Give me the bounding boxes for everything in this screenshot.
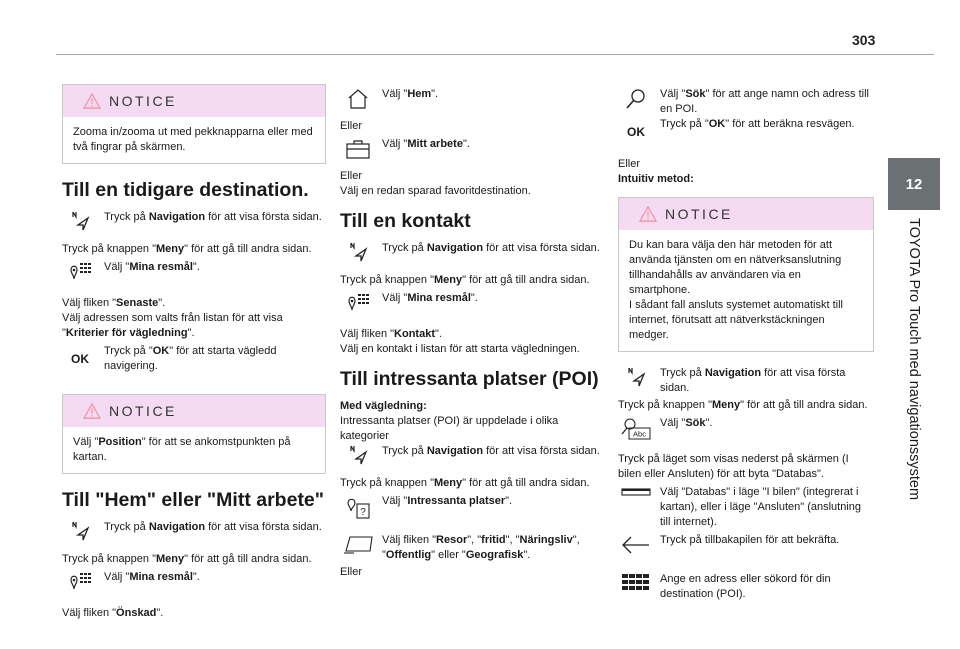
paragraph: Tryck på läget som visas nederst på skärmen (I bilen eller Ansluten) för att byta "Databas".	[618, 453, 849, 480]
paragraph	[618, 398, 874, 413]
paragraph	[340, 273, 606, 288]
svg-text:Abc: Abc	[633, 429, 646, 439]
text-bold: Sök	[685, 88, 706, 100]
text-bold: Resor	[436, 534, 468, 546]
text: Tryck på	[382, 445, 427, 457]
text: ".	[192, 261, 200, 273]
text-bold: Navigation	[148, 211, 206, 223]
text-bold: Med vägledning:	[340, 400, 427, 412]
page-number: 303	[852, 32, 876, 48]
text: Välj fliken "	[382, 534, 437, 546]
navigation-icon	[347, 241, 369, 263]
home-icon	[346, 87, 370, 111]
text: Tryck på knappen "	[618, 399, 712, 411]
text: ", "	[467, 534, 482, 546]
text: Välj fliken "	[62, 297, 117, 309]
ok-label: OK	[71, 352, 89, 366]
paragraph	[62, 296, 326, 311]
text: Du kan bara välja den här metoden för att använda tjänsten om en nätverksanslutning tillhandahålls av användaren via en smartphone.	[629, 239, 842, 296]
text-bold: Intressanta platser	[407, 495, 506, 507]
text: Tryck på	[104, 521, 149, 533]
abc-search-icon	[620, 416, 652, 442]
text: ".	[156, 607, 164, 619]
text: för att visa första sidan.	[205, 521, 322, 533]
text-bold: Offentlig	[385, 549, 432, 561]
notice-header	[63, 85, 325, 117]
text: Välj adressen som valts från listan för att visa "	[62, 312, 283, 339]
paragraph: Eller	[340, 120, 363, 132]
text-bold: Mina resmål	[129, 571, 193, 583]
text: Välj "	[660, 417, 686, 429]
notice-box-1	[62, 84, 326, 164]
back-arrow-icon	[621, 533, 651, 557]
column-3	[618, 84, 874, 604]
text-bold: Intuitiv metod:	[618, 173, 694, 185]
text-bold: Senaste	[116, 297, 159, 309]
text-bold: Hem	[407, 88, 432, 100]
text: " för att beräkna resvägen.	[725, 118, 855, 130]
step-row	[340, 444, 606, 474]
text: Tryck på "	[660, 118, 709, 130]
grid-menu-icon	[68, 570, 92, 594]
ok-label: OK	[627, 125, 645, 139]
help-icon	[345, 494, 371, 520]
text: för att visa första sidan.	[660, 367, 846, 394]
warning-icon	[639, 206, 657, 222]
paragraph: Eller	[340, 566, 363, 578]
notice-text: Zooma in/zooma ut med pekknapparna eller med två fingrar på skärmen.	[73, 126, 313, 153]
text-bold: Önskad	[116, 607, 157, 619]
text-bold: Näringsliv	[519, 534, 573, 546]
text: ", "	[505, 534, 520, 546]
heading-poi: Till intressanta platser (POI)	[340, 368, 599, 390]
text-bold: Geografisk	[465, 549, 524, 561]
text: Välj "	[104, 261, 130, 273]
text-bold: Sök	[685, 417, 706, 429]
notice-header	[619, 198, 873, 230]
text-bold: Meny	[156, 243, 185, 255]
paragraph: Eller	[618, 158, 641, 170]
text-bold: OK	[152, 345, 170, 357]
text: ".	[187, 327, 195, 339]
text-bold: Meny	[434, 477, 463, 489]
grid-menu-icon	[346, 291, 370, 315]
step-row	[618, 485, 874, 530]
paragraph	[62, 552, 326, 567]
text: " för att gå till andra sidan.	[184, 553, 312, 565]
text-bold: Mina resmål	[407, 292, 471, 304]
text: " för att gå till andra sidan.	[462, 274, 590, 286]
text-bold: Mina resmål	[129, 261, 193, 273]
warning-icon	[83, 93, 101, 109]
text: ".	[158, 297, 166, 309]
paragraph	[62, 242, 326, 257]
paragraph	[340, 399, 606, 414]
text: Tryck på	[660, 367, 705, 379]
text: Tryck på	[382, 242, 427, 254]
text: Välj fliken "	[62, 607, 117, 619]
text: Välj "	[382, 138, 408, 150]
notice-title: NOTICE	[109, 92, 177, 109]
chapter-tab[interactable]: 12	[888, 158, 940, 210]
text: " för att gå till andra sidan.	[462, 477, 590, 489]
notice-title: NOTICE	[109, 402, 177, 419]
paragraph: Intressanta platser (POI) är uppdelade i olika kategorier	[340, 415, 559, 442]
step-row	[618, 87, 874, 117]
text: ".	[431, 88, 439, 100]
notice-box-2	[62, 394, 326, 474]
navigation-icon	[69, 210, 91, 232]
step-row	[62, 520, 326, 550]
text-bold: Mitt arbete	[407, 138, 463, 150]
text: I sådant fall ansluts systemet automatiskt till internet, förutsatt att nätverkstäckningen medger.	[629, 299, 843, 341]
step-row	[340, 533, 606, 563]
database-toggle-icon	[621, 485, 651, 501]
grid-menu-icon	[68, 260, 92, 284]
header-rule	[56, 54, 934, 55]
paragraph	[62, 606, 326, 621]
text-bold: Meny	[434, 274, 463, 286]
text: ", "	[382, 534, 580, 561]
paragraph	[340, 327, 606, 342]
text: ".	[435, 328, 442, 340]
text: Tryck på knappen "	[62, 553, 156, 565]
column-2	[340, 84, 606, 580]
warning-icon	[83, 403, 101, 419]
column-1	[62, 84, 326, 621]
text: Tryck på "	[104, 345, 153, 357]
text: Tryck på tillbakapilen för att bekräfta.	[660, 534, 840, 546]
step-row	[340, 241, 606, 271]
side-title	[864, 218, 960, 518]
step-row	[62, 344, 326, 382]
text: " för att gå till andra sidan.	[740, 399, 868, 411]
text: " för att se ankomstpunkten på kartan.	[73, 436, 291, 463]
text: Välj "	[73, 436, 99, 448]
text: Tryck på knappen "	[62, 243, 156, 255]
step-row	[618, 117, 874, 155]
text-bold: Navigation	[704, 367, 762, 379]
paragraph	[618, 172, 874, 187]
step-row	[340, 494, 606, 524]
text: ".	[462, 138, 470, 150]
step-row	[340, 137, 606, 167]
keyboard-icon	[621, 572, 651, 594]
notice-text	[619, 230, 873, 351]
text-bold: Meny	[712, 399, 741, 411]
text: Tryck på knappen "	[340, 477, 434, 489]
step-row	[62, 210, 326, 240]
text: Välj "	[104, 571, 130, 583]
notice-title: NOTICE	[665, 205, 733, 222]
text: Välj "	[660, 88, 686, 100]
navigation-icon	[347, 444, 369, 466]
text: Välj fliken "	[340, 328, 395, 340]
text: Välj "Databas" i läge "I bilen" (integrerat i kartan), eller i läge "Ansluten" (anslutning till internet).	[660, 486, 862, 528]
heading-previous-destination: Till en tidigare destination.	[62, 179, 309, 201]
text: Välj "	[382, 88, 408, 100]
step-row	[62, 260, 326, 290]
step-row	[62, 570, 326, 600]
paragraph: Eller	[340, 170, 363, 182]
search-icon	[624, 87, 648, 111]
step-row	[340, 291, 606, 321]
text-bold: Navigation	[426, 445, 484, 457]
heading-contact: Till en kontakt	[340, 210, 471, 232]
text: Tryck på knappen "	[340, 274, 434, 286]
text-bold: fritid	[481, 534, 506, 546]
paragraph: Välj en redan sparad favoritdestination.	[340, 185, 531, 197]
text-bold: Navigation	[426, 242, 484, 254]
text: ".	[705, 417, 713, 429]
text: Tryck på	[104, 211, 149, 223]
text-bold: Meny	[156, 553, 185, 565]
step-row	[618, 416, 874, 446]
navigation-icon	[69, 520, 91, 542]
text: " eller "	[431, 549, 466, 561]
text: ".	[192, 571, 200, 583]
text-bold: Position	[98, 436, 142, 448]
step-row	[618, 533, 874, 563]
text: för att visa första sidan.	[205, 211, 322, 223]
text: Ange en adress eller sökord för din destination (POI).	[660, 573, 831, 600]
text-bold: Navigation	[148, 521, 206, 533]
navigation-icon	[625, 366, 647, 388]
step-row	[618, 572, 874, 602]
notice-header	[63, 395, 325, 427]
step-row	[340, 87, 606, 117]
text: ".	[523, 549, 531, 561]
notice-text	[63, 427, 325, 473]
text: " för att starta vägledd navigering.	[104, 345, 277, 372]
text-bold: OK	[708, 118, 726, 130]
step-row	[618, 366, 874, 396]
text: " för att gå till andra sidan.	[184, 243, 312, 255]
paragraph	[62, 311, 326, 341]
text: Välj "	[382, 292, 408, 304]
svg-text:?: ?	[360, 507, 366, 518]
work-icon	[345, 137, 371, 161]
text: för att visa första sidan.	[483, 242, 600, 254]
paragraph: Välj en kontakt i listan för att starta vägledningen.	[340, 343, 580, 355]
notice-box-3	[618, 197, 874, 352]
text-bold: Kriterier för vägledning	[65, 327, 188, 339]
text: ".	[505, 495, 513, 507]
text: för att visa första sidan.	[483, 445, 600, 457]
text: ".	[470, 292, 478, 304]
text: " för att ange namn och adress till en POI.	[660, 88, 869, 115]
text-bold: Kontakt	[394, 328, 435, 340]
side-title-text: TOYOTA Pro Touch med navigationssystem	[906, 218, 922, 501]
heading-home-work: Till "Hem" eller "Mitt arbete"	[62, 489, 325, 511]
text: Välj "	[382, 495, 408, 507]
paragraph	[340, 476, 606, 491]
pencil-icon	[342, 533, 374, 555]
